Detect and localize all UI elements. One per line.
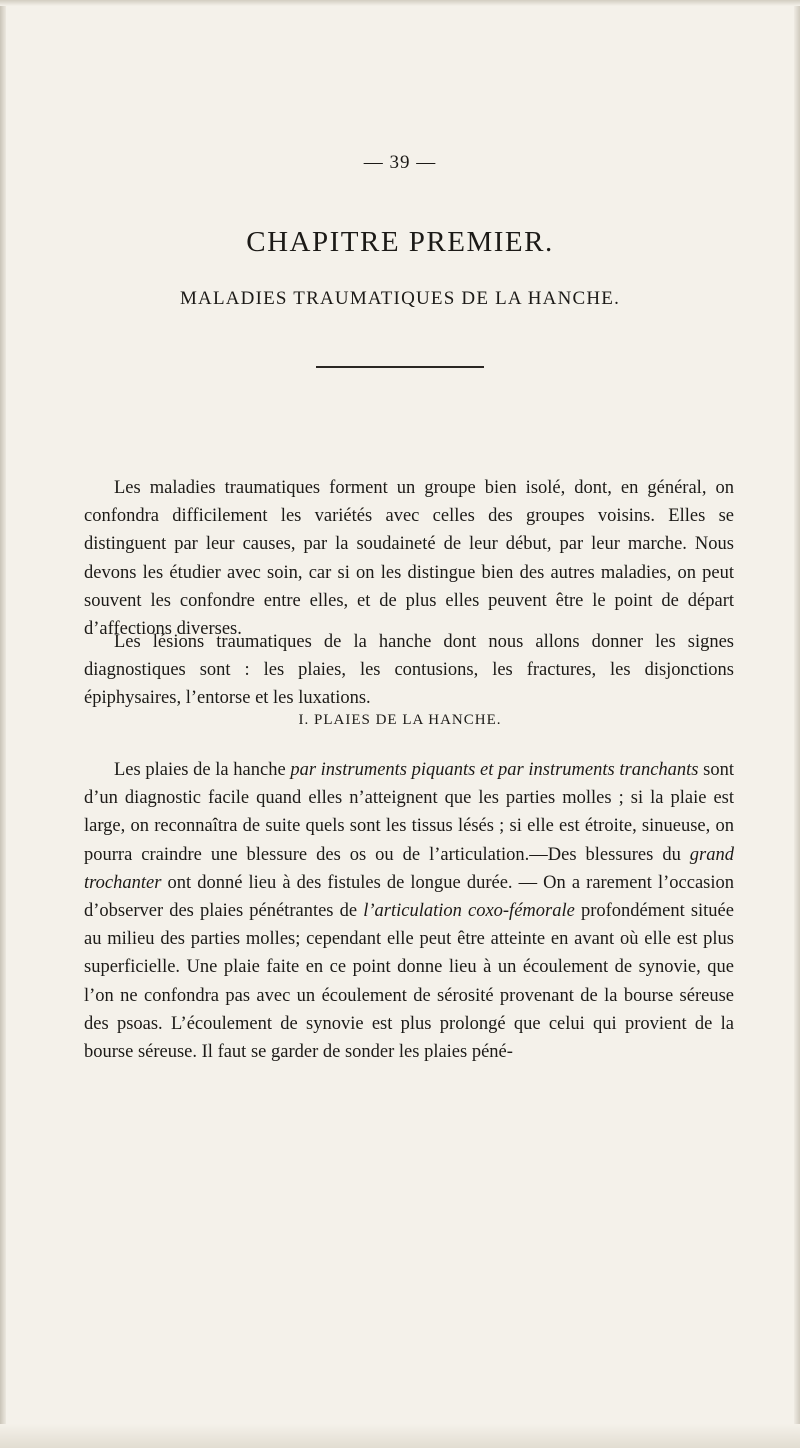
chapter-subtitle: MALADIES TRAUMATIQUES DE LA HANCHE. (179, 288, 621, 309)
paragraph-plaies-text-3: ont donné lieu à des fistules de longue durée. — On a rarement l’occasion d’observer des plaies pénétrantes de (84, 872, 734, 922)
paragraph-lesions: Les lésions traumatiques de la hanche dont nous allons donner les signes diagnostiques sont : les plaies, les contusions, les fractures, les disjonctions épiphysaires, l’entorse et les luxations. (84, 632, 734, 709)
paragraph-intro: Les maladies traumatiques forment un groupe bien isolé, dont, en général, on confondra difficilement les variétés avec celles des groupes voisins. Elles se distinguent par leur causes, par la soudaineté de leur début, par leur marche. Nous devons les étudier avec soin, car si on les distingue bien des autres maladies, on peut souvent les confondre entre elles, et de plus elles peuvent être le point de départ d’affections diverses. (84, 478, 734, 640)
paragraph-plaies (84, 756, 734, 1066)
page-number: — 39 — (363, 152, 437, 173)
paragraph-plaies-italic-articulation: l’articulation coxo-fémorale (363, 901, 575, 922)
paragraph-plaies-italic-trochanter: grand trochanter (84, 844, 734, 893)
page-edge-bottom (0, 1424, 800, 1448)
paragraph-plaies-italic-instruments: par instruments piquants et par instruments tranchants (290, 760, 699, 780)
paragraph-plaies-text-2: sont d’un diagnostic facile quand elles n’atteignent que les parties molles ; si la plaie est large, on reconnaîtra de suite quels sont les tissus lésés ; si elle est étroite, sinueuse, on pourra craindre une blessure des os ou de l’articulation.—Des blessures du (84, 760, 735, 865)
page-edge-top (0, 0, 800, 6)
chapter-title: CHAPITRE PREMIER. (246, 226, 554, 258)
paragraph-plaies-text-1: Les plaies de la hanche (114, 760, 291, 780)
section-title: I. PLAIES DE LA HANCHE. (298, 712, 502, 728)
paragraph-plaies-text-4: profondément située au milieu des parties molles; cependant elle peut être atteinte en avant où elle est plus superficielle. Une plaie faite en ce point donne lieu à un écoulement de synovie, que l’on ne confondra pas avec un écoulement de sérosité provenant de la bourse séreuse des psoas. L’écoulement de synovie est plus prolongé que celui qui provient de la bourse séreuse. Il faut se garder de sonder les plaies péné- (84, 901, 734, 1063)
title-separator-rule (316, 366, 484, 368)
